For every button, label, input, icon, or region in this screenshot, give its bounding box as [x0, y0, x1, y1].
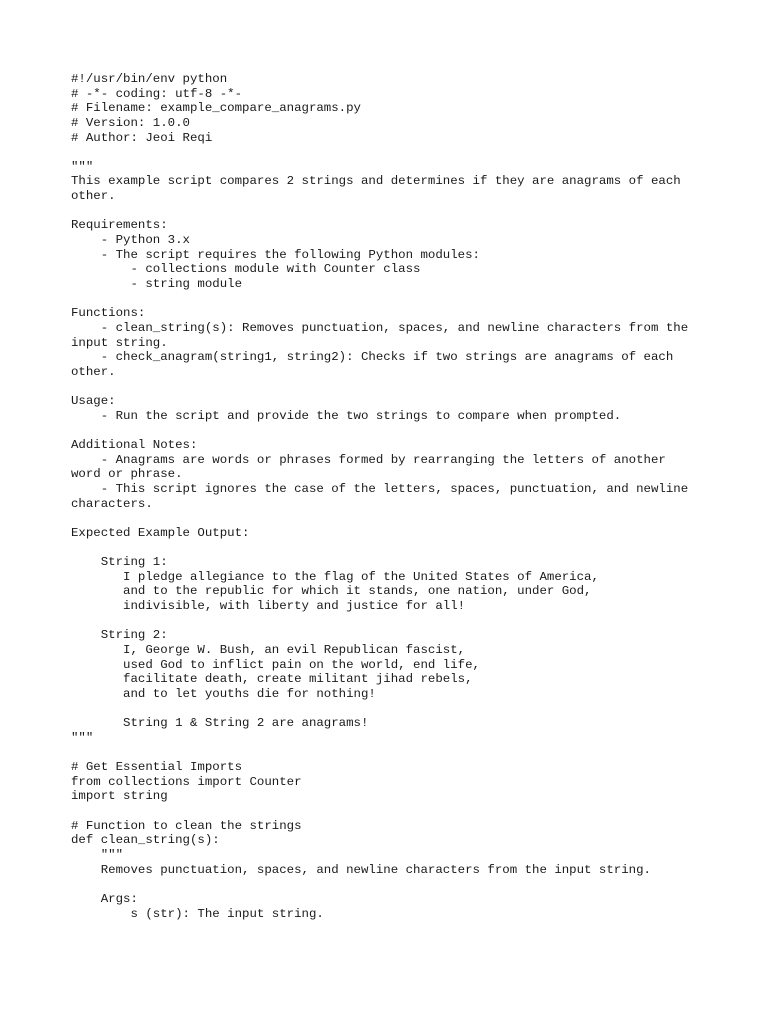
code-line: String 1 & String 2 are anagrams! [71, 716, 369, 731]
code-line: - Run the script and provide the two strings to compare when prompted. [71, 408, 622, 423]
code-line: - check_anagram(string1, string2): Checks if two strings are anagrams of each [71, 350, 674, 365]
code-line: # Filename: example_compare_anagrams.py [71, 101, 361, 116]
code-line: I pledge allegiance to the flag of the United States of America, [71, 569, 599, 584]
code-line [71, 292, 751, 307]
code-line: import string [71, 789, 168, 804]
code-line: - clean_string(s): Removes punctuation, spaces, and newline characters from the [71, 320, 689, 335]
code-line: Requirements: [71, 218, 168, 233]
code-line: #!/usr/bin/env python [71, 72, 228, 86]
code-line: String 2: [71, 628, 168, 643]
code-line: - string module [71, 276, 243, 291]
code-line: """ [71, 159, 94, 174]
code-line: indivisible, with liberty and justice for all! [71, 599, 466, 614]
code-line [71, 511, 751, 526]
code-page [71, 72, 751, 921]
code-line [71, 745, 751, 760]
code-line: # Get Essential Imports [71, 760, 243, 775]
code-line [71, 423, 751, 438]
code-line: and to the republic for which it stands, one nation, under God, [71, 584, 592, 599]
code-line [71, 804, 751, 819]
code-line: - Anagrams are words or phrases formed by rearranging the letters of another [71, 452, 666, 467]
code-line: used God to inflict pain on the world, end life, [71, 657, 480, 672]
code-line: - collections module with Counter class [71, 262, 421, 277]
code-line: facilitate death, create militant jihad rebels, [71, 672, 473, 687]
code-line: other. [71, 189, 116, 204]
code-line [71, 877, 751, 892]
code-line: """ [71, 847, 124, 862]
code-line: Removes punctuation, spaces, and newline characters from the input string. [71, 862, 651, 877]
code-line: # Version: 1.0.0 [71, 115, 190, 130]
code-line [71, 541, 751, 556]
code-line: other. [71, 364, 116, 379]
code-line: Usage: [71, 394, 116, 409]
code-line: input string. [71, 335, 168, 350]
code-line: # Function to clean the strings [71, 818, 302, 833]
code-line: from collections import Counter [71, 774, 302, 789]
code-line: String 1: [71, 555, 168, 570]
code-line: """ [71, 730, 94, 745]
code-line: I, George W. Bush, an evil Republican fascist, [71, 642, 466, 657]
code-line [71, 204, 751, 219]
code-line: # -*- coding: utf-8 -*- [71, 86, 243, 101]
code-line: Expected Example Output: [71, 525, 250, 540]
code-line: and to let youths die for nothing! [71, 686, 376, 701]
code-line: - This script ignores the case of the letters, spaces, punctuation, and newline [71, 481, 689, 496]
code-line [71, 614, 751, 629]
code-line [71, 145, 751, 160]
code-line: def clean_string(s): [71, 833, 220, 848]
code-line: # Author: Jeoi Reqi [71, 130, 213, 145]
code-line: - Python 3.x [71, 233, 190, 248]
code-line: s (str): The input string. [71, 906, 324, 921]
code-line: word or phrase. [71, 467, 183, 482]
code-line: Functions: [71, 306, 146, 321]
code-line: This example script compares 2 strings and determines if they are anagrams of each [71, 174, 681, 189]
code-line: characters. [71, 496, 153, 511]
code-line: Additional Notes: [71, 438, 198, 453]
code-line [71, 379, 751, 394]
code-line: Args: [71, 891, 138, 906]
code-line: - The script requires the following Python modules: [71, 247, 480, 262]
code-line [71, 702, 751, 717]
